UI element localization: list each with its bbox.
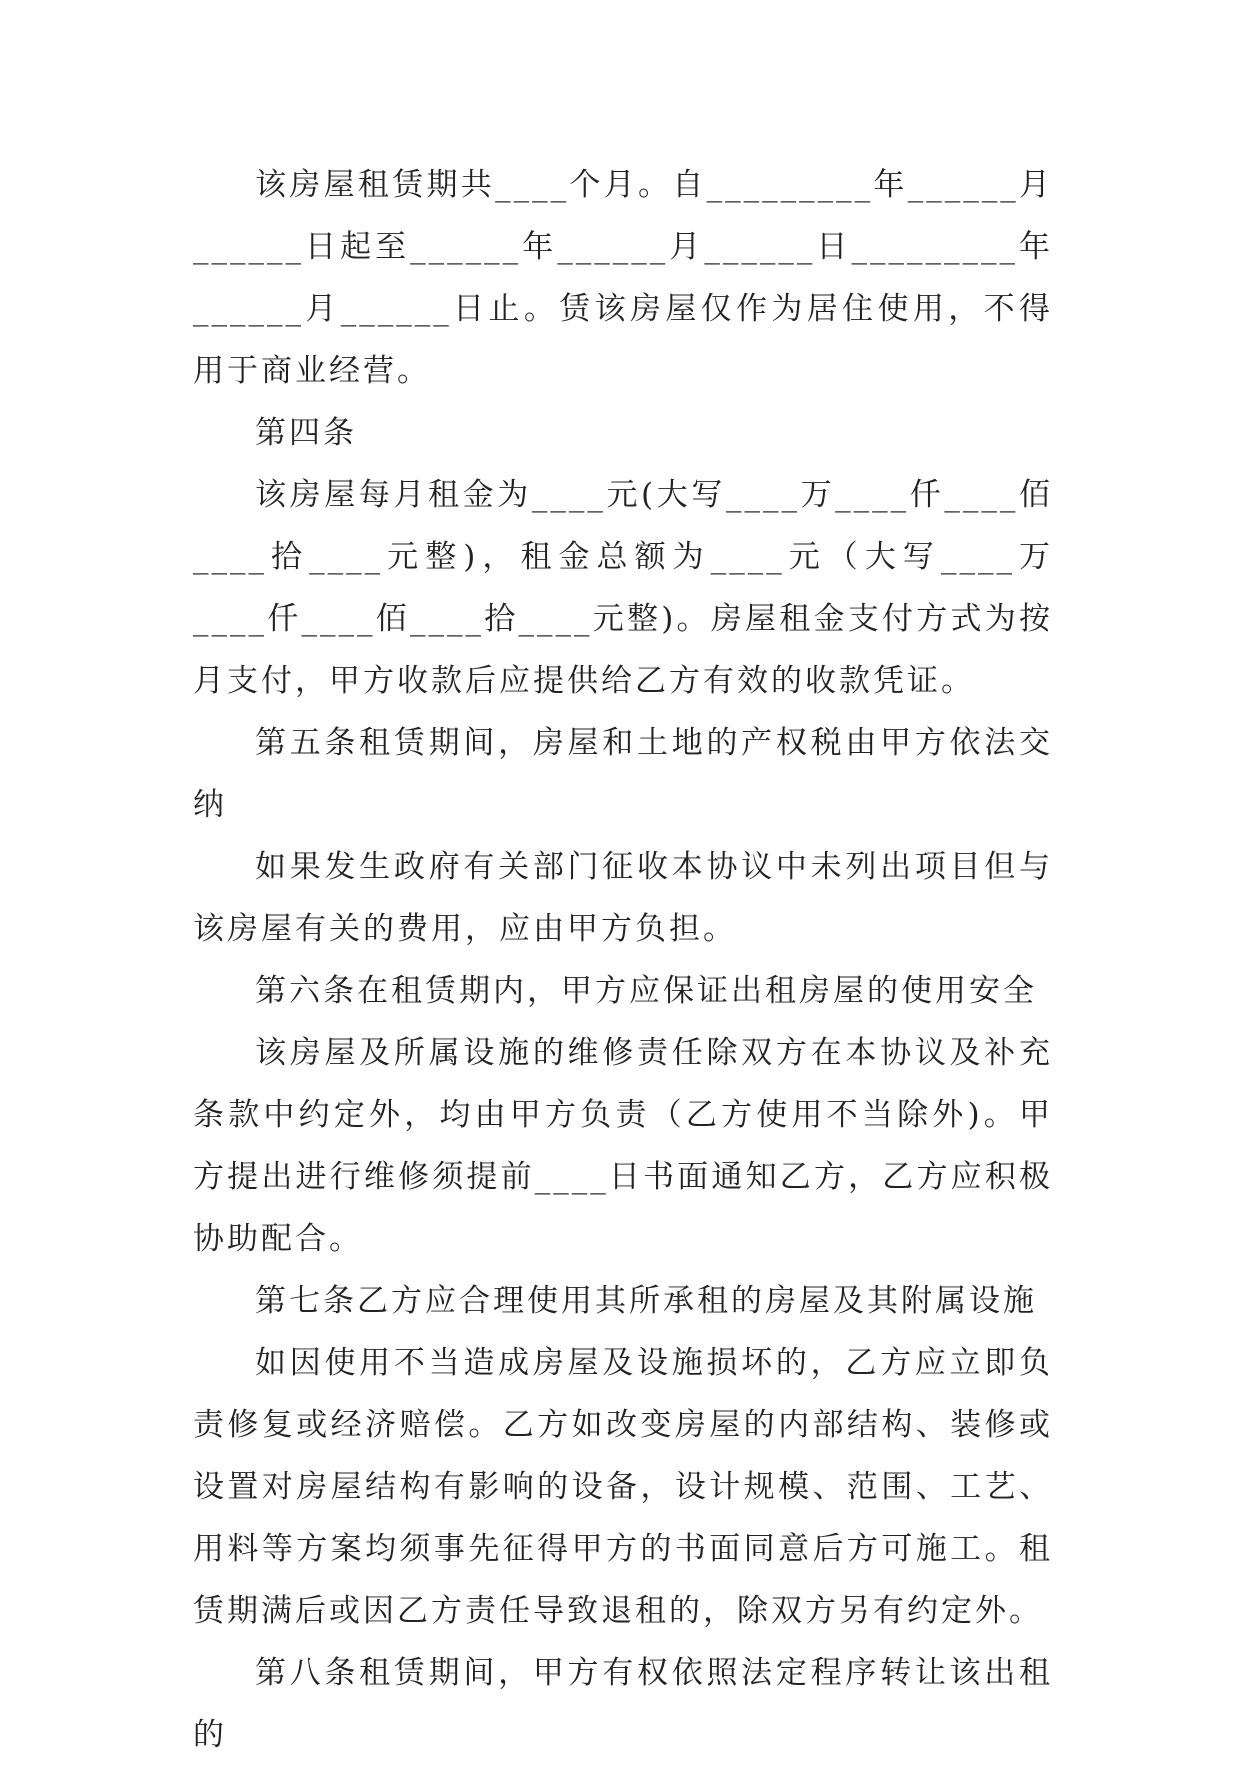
article-8-heading: 第八条租赁期间，甲方有权依照法定程序转让该出租的 xyxy=(193,1655,1053,1753)
paragraph-damage: 如因使用不当造成房屋及设施损坏的，乙方应立即负责修复或经济赔偿。乙方如改变房屋的内部结构、装修或设置对房屋结构有影响的设备，设计规模、范围、工艺、用料等方案均须事先征得甲方的书面同意后方可施工。租赁期满后或因乙方责任导致退租的，除双方另有约定外。 xyxy=(193,1345,1053,1629)
paragraph-rent: 该房屋每月租金为____元(大写____万____仟____佰____拾____元整)，租金总额为____元（大写____万____仟____佰____拾____元整)。房屋租金支付方式为按月支付，甲方收款后应提供给乙方有效的收款凭证。 xyxy=(193,477,1053,699)
article-6-heading: 第六条在租赁期内，甲方应保证出租房屋的使用安全 xyxy=(255,973,1037,1009)
contract-body xyxy=(193,154,1053,1766)
paragraph-maintenance: 该房屋及所属设施的维修责任除双方在本协议及补充条款中约定外，均由甲方负责（乙方使用不当除外)。甲方提出进行维修须提前____日书面通知乙方，乙方应积极协助配合。 xyxy=(193,1035,1053,1257)
article-4-heading: 第四条 xyxy=(255,415,357,451)
article-5-heading: 第五条租赁期间，房屋和土地的产权税由甲方依法交纳 xyxy=(193,725,1053,823)
paragraph-lease-term: 该房屋租赁期共____个月。自_________年______月______日起至______年______月______日_________年______月______日止。赁该房屋仅作为居住使用，不得用于商业经营。 xyxy=(193,167,1053,389)
paragraph-fees: 如果发生政府有关部门征收本协议中未列出项目但与该房屋有关的费用，应由甲方负担。 xyxy=(193,849,1053,947)
article-7-heading: 第七条乙方应合理使用其所承租的房屋及其附属设施 xyxy=(255,1283,1037,1319)
